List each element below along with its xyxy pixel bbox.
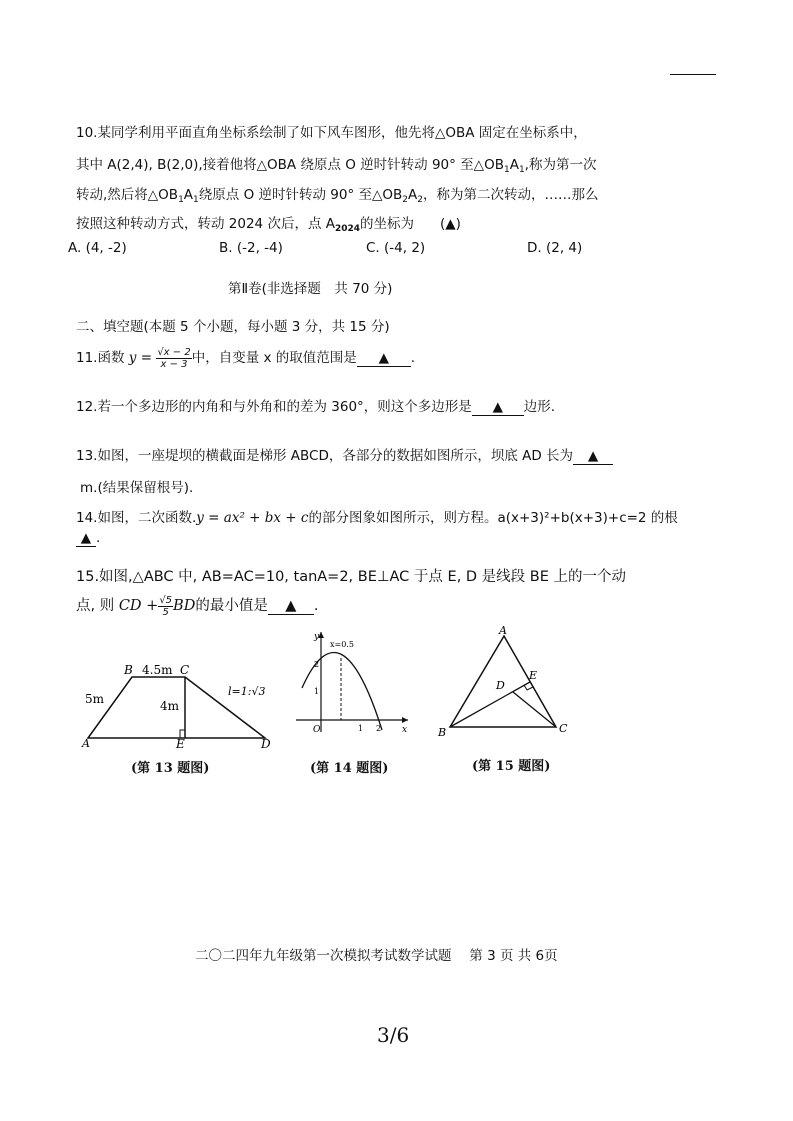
segment-cd [513,692,556,727]
q11-fraction: $\frac{√x - 2}{x - 3}$ [157,346,191,370]
q10-option-b: B. (-2, -4) [219,240,283,256]
label-y: y [314,632,320,642]
label-b: B [438,726,447,739]
page-number: 3/6 [377,1023,410,1047]
tick-x-2: 2 [376,724,382,733]
q12: 12.若一个多边形的内角和与外角和的差为 360°，则这个多边形是 ▲ 边形. [76,399,556,415]
figure-13 [80,655,280,750]
tick-y-1: 1 [314,687,320,696]
caption-14: (第 14 题图) [310,761,389,776]
q12-blank: ▲ [472,399,524,416]
q10-option-c: C. (-4, 2) [366,240,426,256]
label-a: A [499,624,507,637]
tick-x-1: 1 [358,724,364,733]
caption-15: (第 15 题图) [472,759,551,774]
label-d: D [261,737,271,750]
q14-answer: ▲ . [76,530,100,547]
q10-line4: 按照这种转动方式，转动 2024 次后，点 $A_{2024}$的坐标为 (▲) [76,216,461,234]
label-c: C [559,722,568,735]
q10-line3: 转动,然后将$\triangle OB_1A_1$绕原点 O 逆时针转动 90° 至$\triangle OB_2A_2$，称为第二次转动，……那么 [76,187,599,205]
q10-option-d: D. (2, 4) [527,240,583,256]
q10-option-a: A. (4, -2) [68,240,127,256]
q11: 11.函数 y = $\frac{√x - 2}{x - 3}$ 中，自变量 x 的取值范围是 ▲ . [76,346,416,370]
q13-line1: 13.如图，一座堤坝的横截面是梯形 ABCD，各部分的数据如图所示，坝底 AD 长为 ▲ [76,444,613,465]
q15-blank: ▲ [268,598,314,615]
label-slope: l=1:√3 [228,685,266,698]
q14: 14.如图，二次函数.y = ax² + bx + c的部分图象如图所示，则方程。a(x+3)²+b(x+3)+c=2 的根 [76,510,678,526]
section-title: 第Ⅱ卷(非选择题 共 70 分) [228,281,393,297]
q15-fraction: $\frac{√5}{5}$ [159,594,173,618]
label-c: C [180,663,190,677]
q15-line2: 点, 则 CD + $\frac{√5}{5}$ BD的最小值是 ▲ . [76,594,319,618]
header-rule [670,74,716,75]
footer: 二〇二四年九年级第一次模拟考试数学试题 第 3 页 共 6页 [195,948,558,964]
label-x: x [402,725,408,735]
label-left-length: 5m [85,692,105,706]
q10-line2: 其中 A(2,4), B(2,0),接着他将△OBA 绕原点 O 逆时针转动 90° 至$\triangle OB_1A_1$,称为第一次 [76,157,597,175]
label-height: 4m [160,699,180,713]
label-b: B [124,663,133,677]
label-top-length: 4.5m [142,663,173,677]
figure-14 [288,628,413,738]
q11-blank: ▲ [357,350,411,367]
label-d: D [496,679,505,692]
q10-line1: 10.某同学利用平面直角坐标系绘制了如下风车图形，他先将△OBA 固定在坐标系中， [76,125,587,141]
q14-blank: ▲ [76,530,96,547]
q13-blank: ▲ [573,448,613,465]
segment-be [450,682,530,727]
label-e: E [176,737,185,750]
tick-y-2: 2 [314,660,320,669]
caption-13: (第 13 题图) [131,761,210,776]
answer-mark: (▲) [440,216,461,232]
label-origin: O [313,725,321,735]
q13-line2: m.(结果保留根号). [80,480,194,496]
q15-line1: 15.如图,△ABC 中, AB=AC=10, tanA=2, BE⊥AC 于点 E, D 是线段 BE 上的一个动 [76,569,627,585]
fill-heading: 二、填空题(本题 5 个小题，每小题 3 分，共 15 分) [76,319,390,335]
label-a: A [82,737,90,750]
x-axis-arrow [402,717,408,723]
label-e: E [529,669,538,682]
figure-15 [433,624,578,742]
symmetry-label: x=0.5 [330,640,354,649]
